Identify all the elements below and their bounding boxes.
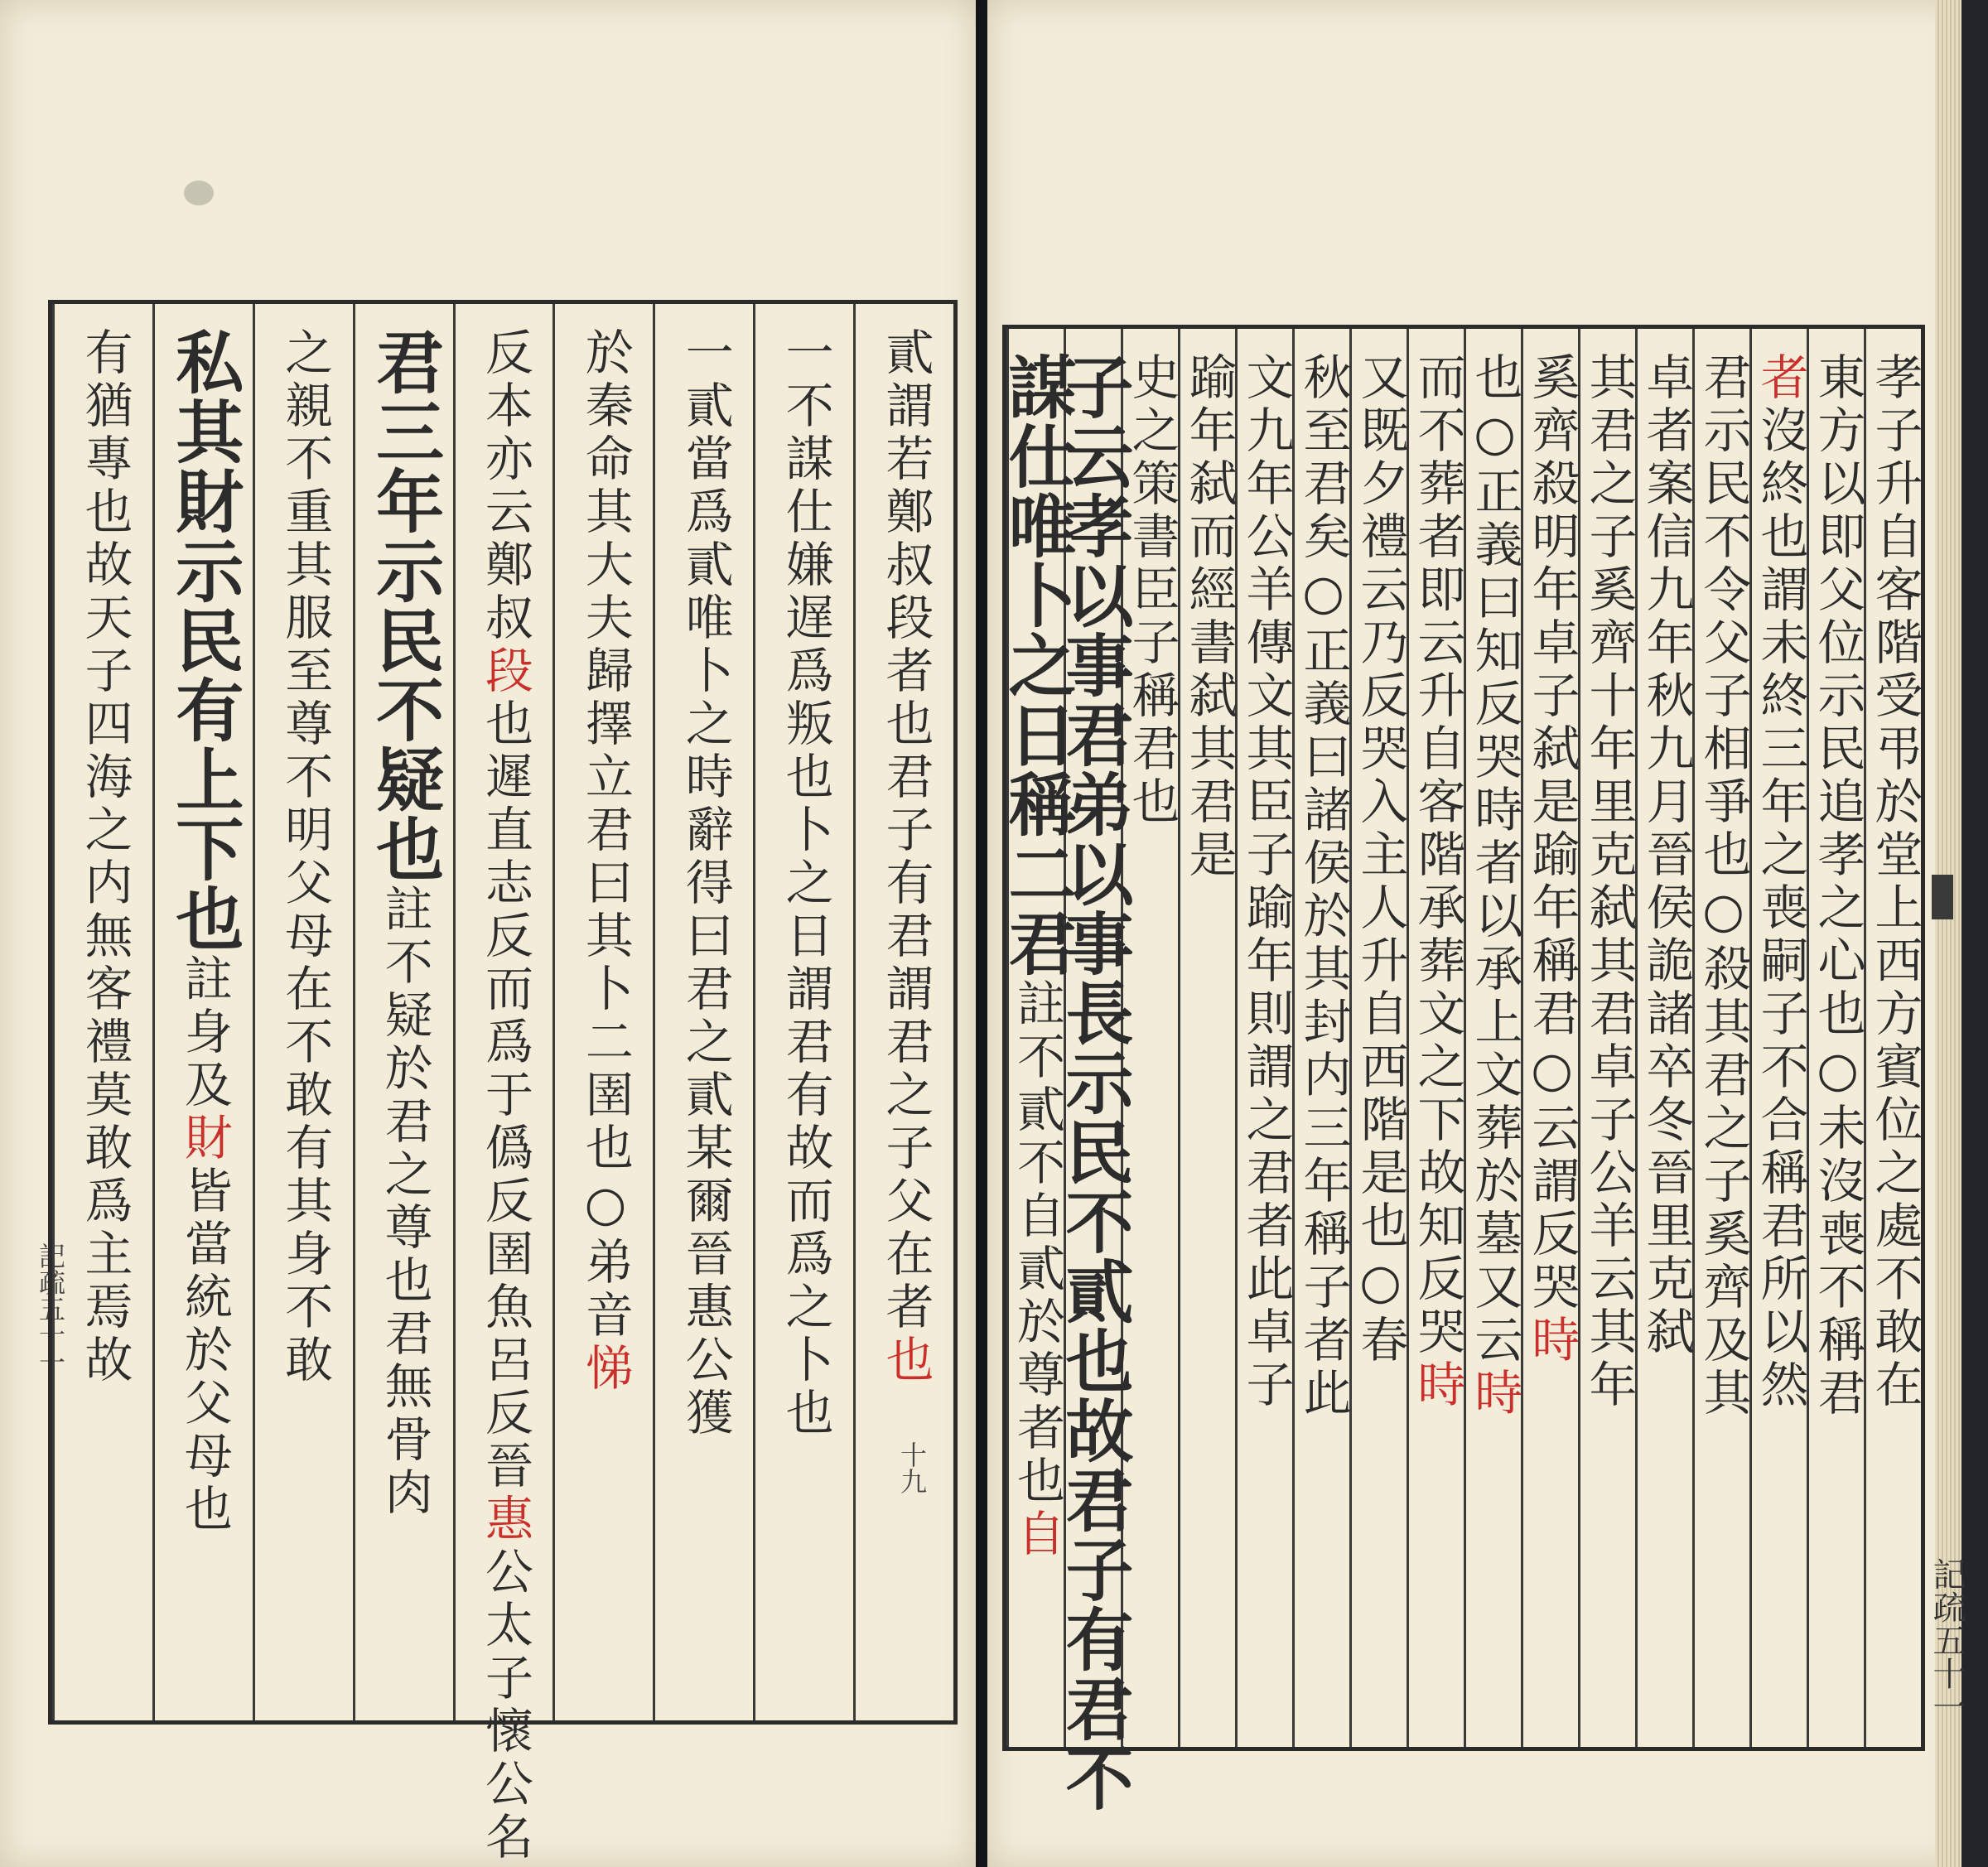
left-page-number: 十九 [896, 1441, 928, 1494]
column-annotation: 皆當統於父母也 [176, 1165, 233, 1537]
right-page [987, 0, 1966, 1867]
left-text-column [353, 304, 456, 1720]
left-text-frame [48, 300, 958, 1865]
column-main-text: 反本亦云鄭叔 [476, 327, 533, 645]
column-annotation: 不疑於君之尊也君無骨肉 [376, 937, 433, 1520]
column-annotation: 身及 [176, 1006, 233, 1112]
left-text-column [152, 304, 255, 1720]
left-page [0, 0, 976, 1867]
right-text-column [1407, 329, 1466, 1747]
red-character: 悌 [577, 1343, 634, 1396]
note-mark: 註 [176, 953, 233, 1006]
column-main-text: 又既夕禮云乃反哭入主人升自西階是也○春 [1352, 352, 1409, 1368]
column-main-text: 一貳當爲貳唯卜之時辭得曰君之貳某爾晉惠公獲 [677, 327, 734, 1440]
column-annotation: 故天子四海之内無客禮莫敢爲主焉故 [76, 539, 133, 1387]
column-main-text: 其君之子奚齊十年里克弑其君卓子公羊云其年 [1580, 352, 1638, 1412]
column-main-text: 一不謀仕嫌遅爲叛也卜之日謂君有故而爲之卜也 [777, 327, 834, 1440]
right-text-column [1864, 329, 1923, 1747]
column-main-text: 史之策書臣子稱君也 [1123, 352, 1180, 829]
column-main-text: 奚齊殺明年卓子弑是踰年稱君○云謂反哭 [1523, 352, 1580, 1315]
right-text-column [1178, 329, 1238, 1747]
note-mark: 註 [376, 884, 433, 937]
left-column-text [70, 327, 139, 1387]
right-text-column [1292, 329, 1352, 1747]
right-text-frame [997, 325, 1925, 1813]
right-text-column [1807, 329, 1866, 1747]
book-gutter [976, 0, 987, 1867]
column-main-text: 踰年弑而經書弑其君是 [1180, 352, 1238, 882]
column-main-text: 文九年公羊傳文其臣子踰年則謂之君者此卓子 [1238, 352, 1295, 1412]
left-text-column [753, 304, 856, 1720]
right-side-label: 記疏五十一 [1928, 1557, 1966, 1723]
right-text-column [1521, 329, 1580, 1747]
right-text-column [1692, 329, 1752, 1747]
red-character: 者 [1752, 352, 1809, 405]
left-text-column [453, 304, 556, 1865]
right-text-column [1235, 329, 1295, 1747]
right-text-column [997, 329, 1077, 1747]
column-main-text: 沒終也謂未終三年之喪嗣子不合稱君所以然 [1752, 405, 1809, 1412]
red-character: 自 [1009, 1508, 1065, 1561]
right-text-column [1635, 329, 1695, 1747]
column-main-text: 東方以即父位示民追孝之心也○未沒喪不稱君 [1809, 352, 1866, 1421]
column-main-text: 君三年示民不疑也 [364, 327, 445, 884]
column-main-text: 孝子升自客階受弔於堂上西方賓位之處不敢在 [1866, 352, 1923, 1412]
left-column-text [671, 327, 741, 1440]
left-column-text [871, 327, 941, 1387]
column-main-text: 之親不重其服至尊不明父母在不敢有其身不敢 [277, 327, 334, 1387]
left-column-text [357, 327, 454, 1520]
column-main-text: 而不葬者即云升自客階承葬文之下故知反哭 [1409, 352, 1466, 1359]
ink-stain [184, 181, 214, 205]
column-main-text: 也○正義曰知反哭時者以承上文葬於墓又云 [1466, 352, 1523, 1368]
red-character: 時 [1409, 1359, 1466, 1412]
left-text-column [552, 304, 655, 1720]
column-main-text: 秋至君矣○正義曰諸侯於其封内三年稱子者此 [1295, 352, 1352, 1421]
left-column-text [771, 327, 841, 1440]
red-character: 惠 [476, 1493, 533, 1546]
right-text-column [1749, 329, 1809, 1747]
column-main-text: 卓者案信九年秋九月晉侯詭諸卒冬晉里克弑 [1638, 352, 1695, 1359]
note-mark: 註 [1009, 978, 1065, 1031]
red-character: 時 [1466, 1368, 1523, 1421]
column-main-text: 私其財示民有上下也 [164, 327, 244, 953]
left-column-text [157, 327, 253, 1537]
column-main-text: 君示民不令父子相爭也○殺其君之子奚齊及其 [1695, 352, 1752, 1421]
red-character: 時 [1523, 1315, 1580, 1368]
right-text-column [1578, 329, 1638, 1747]
left-text-column [52, 304, 155, 1720]
column-main-text: 於秦命其大夫歸擇立君曰其卜二圉也○弟音 [577, 327, 634, 1343]
left-text-column [853, 304, 956, 1720]
column-main-text: 子云孝以事君弟以事長示民不貳也故君子有君不 [1054, 352, 1134, 1813]
left-column-text [470, 327, 540, 1865]
right-text-column [1349, 329, 1409, 1747]
column-main-text: 謀仕唯卜之日稱二君 [997, 352, 1077, 978]
left-margin-label: 記疏五十一 [35, 1242, 66, 1375]
left-text-column [253, 304, 355, 1720]
left-column-text [571, 327, 640, 1396]
column-annotation: 不貳不自貳於尊者也 [1009, 1031, 1065, 1508]
left-column-text [270, 327, 340, 1387]
right-text-column [1464, 329, 1523, 1747]
bookmark-tab [1932, 875, 1953, 919]
red-character: 也 [877, 1334, 934, 1387]
red-character: 段 [476, 645, 533, 698]
right-column-text [989, 352, 1086, 1561]
column-main-text: 貳謂若鄭叔段者也君子有君謂君之子父在者 [877, 327, 934, 1334]
red-character: 財 [176, 1112, 233, 1165]
column-text-continued: 公太子懷公名 [476, 1546, 533, 1865]
column-main-text: 有猶專也 [76, 327, 133, 539]
column-text-continued: 也遲直志反而爲于僞反圉魚呂反晉 [476, 698, 533, 1493]
left-text-column [653, 304, 755, 1720]
